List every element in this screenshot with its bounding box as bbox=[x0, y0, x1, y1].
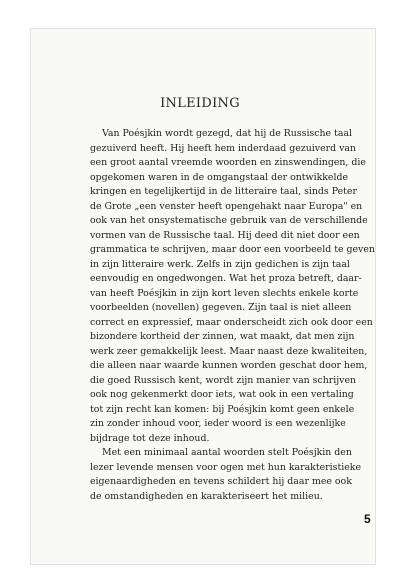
paragraph bbox=[90, 127, 375, 446]
text-line: de omstandigheden en karakteriseert het milieu. bbox=[90, 490, 323, 502]
page-number: 5 bbox=[364, 512, 371, 526]
text-line: werk zeer gemakkelijk leest. Maar naast deze kwaliteiten, bbox=[90, 345, 368, 357]
text-line: voorbeelden (novellen) gegeven. Zijn taal is niet alleen bbox=[90, 302, 352, 313]
text-line: correct en expressief, maar onderscheidt zich ook door een bbox=[90, 316, 373, 328]
text-line: die goed Russisch kent, wordt zijn manier van schrijven bbox=[90, 374, 357, 386]
text-line: tot zijn recht kan komen: bij Poésjkin komt geen enkele bbox=[90, 403, 355, 415]
text-line: bizondere kortheid der zinnen, wat maakt, dat men zijn bbox=[90, 331, 355, 342]
body-text bbox=[90, 127, 375, 504]
paragraph bbox=[90, 446, 362, 504]
text-line: ook nog gekenmerkt door iets, wat ook in een vertaling bbox=[90, 389, 354, 400]
text-line: gezuiverd heeft. Hij heeft hem inderdaad gezuiverd van bbox=[90, 142, 357, 154]
text-line: eigenaardigheden en tevens schildert hij daar mee ook bbox=[90, 476, 352, 487]
text-line: vormen van de Russische taal. Hij deed dit niet door een bbox=[90, 229, 360, 241]
text-line: lezer levende mensen voor ogen met hun karakteristieke bbox=[90, 461, 362, 473]
text-line: zin zonder inhoud voor, ieder woord is een wezenlijke bbox=[90, 418, 346, 429]
text-line: die alleen naar waarde kunnen worden geschat door hem, bbox=[90, 360, 368, 371]
text-line: een groot aantal vreemde woorden en zinswendingen, die bbox=[90, 157, 366, 168]
text-line: grammatica te schrijven, maar door een voorbeeld te geven bbox=[90, 244, 375, 255]
text-line: bijdrage tot deze inhoud. bbox=[90, 432, 210, 444]
text-line: in zijn litteraire werk. Zelfs in zijn gedichen is zijn taal bbox=[90, 258, 350, 270]
text-line: Van Poésjkin wordt gezegd, dat hij de Russische taal bbox=[102, 128, 353, 139]
text-line: Met een minimaal aantal woorden stelt Poésjkin den bbox=[102, 447, 352, 458]
page-title: INLEIDING bbox=[160, 96, 240, 111]
text-line: de Grote „een venster heeft opengehakt naar Europa" en bbox=[90, 200, 363, 212]
text-line: eenvoudig en ongedwongen. Wat het proza betreft, daar- bbox=[90, 273, 362, 284]
text-line: ook van het onsystematische gebruik van de verschillende bbox=[90, 215, 368, 226]
text-line: van heeft Poésjkin in zijn kort leven slechts enkele korte bbox=[90, 287, 359, 299]
text-line: opgekomen waren in de omgangstaal der ontwikkelde bbox=[90, 171, 349, 183]
text-line: kringen en tegelijkertijd in de litteraire taal, sinds Peter bbox=[90, 186, 357, 197]
